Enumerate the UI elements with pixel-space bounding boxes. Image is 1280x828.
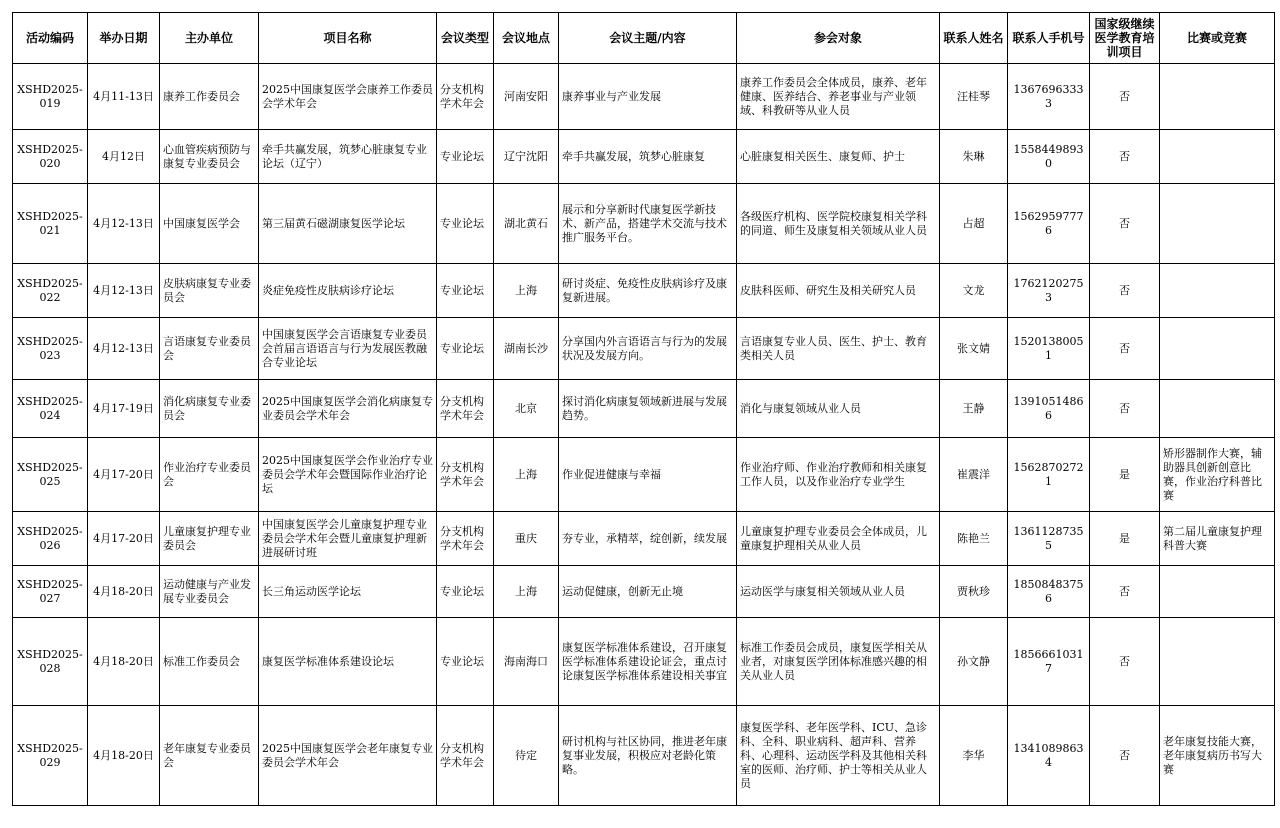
cell-phone: 13910514866 xyxy=(1008,380,1090,438)
cell-host: 运动健康与产业发展专业委员会 xyxy=(160,566,259,618)
cell-code: XSHD2025-022 xyxy=(13,264,88,318)
cell-code: XSHD2025-029 xyxy=(13,706,88,806)
cell-contest xyxy=(1160,618,1275,706)
cell-theme: 作业促进健康与幸福 xyxy=(559,438,737,512)
cell-code: XSHD2025-024 xyxy=(13,380,88,438)
cell-contact: 文龙 xyxy=(940,264,1008,318)
cell-type: 专业论坛 xyxy=(437,318,494,380)
cell-theme: 探讨消化病康复领域新进展与发展趋势。 xyxy=(559,380,737,438)
cell-theme: 康复医学标准体系建设，召开康复医学标准体系建设论证会，重点讨论康复医学标准体系建设相关事宜 xyxy=(559,618,737,706)
table-row xyxy=(13,264,1275,318)
cell-host: 心血管疾病预防与康复专业委员会 xyxy=(160,130,259,184)
cell-cme: 否 xyxy=(1090,318,1160,380)
cell-audience: 作业治疗师、作业治疗教师和相关康复工作人员，以及作业治疗专业学生 xyxy=(737,438,940,512)
cell-cme: 是 xyxy=(1090,512,1160,566)
cell-type: 分支机构学术年会 xyxy=(437,706,494,806)
cell-contact: 朱琳 xyxy=(940,130,1008,184)
cell-type: 专业论坛 xyxy=(437,130,494,184)
cell-contact: 贾秋珍 xyxy=(940,566,1008,618)
table-row xyxy=(13,618,1275,706)
cell-date: 4月18-20日 xyxy=(88,618,160,706)
cell-project: 中国康复医学会儿童康复护理专业委员会学术年会暨儿童康复护理新进展研讨班 xyxy=(259,512,437,566)
cell-date: 4月12日 xyxy=(88,130,160,184)
cell-audience: 康养工作委员会全体成员，康养、老年健康、医养结合、养老事业与产业领域、科教研等从业人员 xyxy=(737,64,940,130)
cell-project: 第三届黄石磁湖康复医学论坛 xyxy=(259,184,437,264)
cell-cme: 否 xyxy=(1090,618,1160,706)
cell-place: 湖北黄石 xyxy=(494,184,559,264)
cell-contact: 汪桂琴 xyxy=(940,64,1008,130)
header-contact: 联系人姓名 xyxy=(940,13,1008,64)
cell-place: 辽宁沈阳 xyxy=(494,130,559,184)
cell-date: 4月12-13日 xyxy=(88,184,160,264)
cell-audience: 皮肤科医师、研究生及相关研究人员 xyxy=(737,264,940,318)
cell-host: 皮肤病康复专业委员会 xyxy=(160,264,259,318)
cell-place: 海南海口 xyxy=(494,618,559,706)
table-row xyxy=(13,184,1275,264)
cell-contact: 王静 xyxy=(940,380,1008,438)
cell-place: 上海 xyxy=(494,566,559,618)
cell-host: 康养工作委员会 xyxy=(160,64,259,130)
header-phone: 联系人手机号 xyxy=(1008,13,1090,64)
cell-contest: 第二届儿童康复护理科普大赛 xyxy=(1160,512,1275,566)
cell-contact: 李华 xyxy=(940,706,1008,806)
cell-project: 长三角运动医学论坛 xyxy=(259,566,437,618)
cell-phone: 13410898634 xyxy=(1008,706,1090,806)
cell-type: 专业论坛 xyxy=(437,618,494,706)
cell-cme: 否 xyxy=(1090,64,1160,130)
cell-place: 上海 xyxy=(494,438,559,512)
table-row xyxy=(13,566,1275,618)
cell-project: 中国康复医学会言语康复专业委员会首届言语语言与行为发展医教融合专业论坛 xyxy=(259,318,437,380)
cell-contest xyxy=(1160,64,1275,130)
cell-type: 专业论坛 xyxy=(437,566,494,618)
cell-contact: 陈艳兰 xyxy=(940,512,1008,566)
header-code: 活动编码 xyxy=(13,13,88,64)
cell-theme: 研讨炎症、免疫性皮肤病诊疗及康复新进展。 xyxy=(559,264,737,318)
cell-type: 分支机构学术年会 xyxy=(437,438,494,512)
cell-phone: 15584498930 xyxy=(1008,130,1090,184)
cell-code: XSHD2025-027 xyxy=(13,566,88,618)
cell-phone: 13611287355 xyxy=(1008,512,1090,566)
cell-theme: 研讨机构与社区协同，推进老年康复事业发展，积极应对老龄化策略。 xyxy=(559,706,737,806)
cell-contest xyxy=(1160,130,1275,184)
cell-contest xyxy=(1160,566,1275,618)
cell-audience: 各级医疗机构、医学院校康复相关学科的同道、师生及康复相关领域从业人员 xyxy=(737,184,940,264)
cell-cme: 是 xyxy=(1090,438,1160,512)
cell-audience: 消化与康复领域从业人员 xyxy=(737,380,940,438)
cell-theme: 展示和分享新时代康复医学新技术、新产品，搭建学术交流与技术推广服务平台。 xyxy=(559,184,737,264)
cell-phone: 18508483756 xyxy=(1008,566,1090,618)
cell-contact: 孙文静 xyxy=(940,618,1008,706)
cell-date: 4月17-20日 xyxy=(88,512,160,566)
cell-host: 中国康复医学会 xyxy=(160,184,259,264)
cell-date: 4月11-13日 xyxy=(88,64,160,130)
cell-audience: 康复医学科、老年医学科、ICU、急诊科、全科、职业病科、超声科、营养科、心理科、运动医学科及其他相关科室的医师、治疗师、护士等相关从业人员 xyxy=(737,706,940,806)
cell-contest xyxy=(1160,264,1275,318)
activity-table xyxy=(12,12,1275,806)
cell-audience: 儿童康复护理专业委员会全体成员，儿童康复护理相关从业人员 xyxy=(737,512,940,566)
cell-code: XSHD2025-019 xyxy=(13,64,88,130)
table-row xyxy=(13,706,1275,806)
cell-contest xyxy=(1160,380,1275,438)
cell-phone: 17621202753 xyxy=(1008,264,1090,318)
cell-contact: 张文婧 xyxy=(940,318,1008,380)
header-project: 项目名称 xyxy=(259,13,437,64)
header-date: 举办日期 xyxy=(88,13,160,64)
cell-phone: 13676963333 xyxy=(1008,64,1090,130)
cell-project: 2025中国康复医学会作业治疗专业委员会学术年会暨国际作业治疗论坛 xyxy=(259,438,437,512)
cell-code: XSHD2025-020 xyxy=(13,130,88,184)
cell-place: 湖南长沙 xyxy=(494,318,559,380)
cell-code: XSHD2025-021 xyxy=(13,184,88,264)
cell-type: 专业论坛 xyxy=(437,184,494,264)
header-host: 主办单位 xyxy=(160,13,259,64)
cell-place: 北京 xyxy=(494,380,559,438)
header-theme: 会议主题/内容 xyxy=(559,13,737,64)
cell-type: 分支机构学术年会 xyxy=(437,512,494,566)
cell-type: 分支机构学术年会 xyxy=(437,64,494,130)
cell-host: 消化病康复专业委员会 xyxy=(160,380,259,438)
cell-contest: 矫形器制作大赛，辅助器具创新创意比赛，作业治疗科普比赛 xyxy=(1160,438,1275,512)
cell-cme: 否 xyxy=(1090,380,1160,438)
cell-contest xyxy=(1160,318,1275,380)
table-row xyxy=(13,130,1275,184)
header-row xyxy=(13,13,1275,64)
cell-cme: 否 xyxy=(1090,566,1160,618)
cell-place: 上海 xyxy=(494,264,559,318)
cell-phone: 15201380051 xyxy=(1008,318,1090,380)
cell-place: 河南安阳 xyxy=(494,64,559,130)
cell-code: XSHD2025-026 xyxy=(13,512,88,566)
cell-theme: 夯专业，承精萃，绽创新，续发展 xyxy=(559,512,737,566)
cell-theme: 运动促健康，创新无止境 xyxy=(559,566,737,618)
cell-theme: 分享国内外言语语言与行为的发展状况及发展方向。 xyxy=(559,318,737,380)
table-row xyxy=(13,380,1275,438)
cell-date: 4月17-20日 xyxy=(88,438,160,512)
cell-project: 2025中国康复医学会老年康复专业委员会学术年会 xyxy=(259,706,437,806)
cell-place: 重庆 xyxy=(494,512,559,566)
cell-phone: 18566610317 xyxy=(1008,618,1090,706)
cell-code: XSHD2025-025 xyxy=(13,438,88,512)
cell-project: 2025中国康复医学会消化病康复专业委员会学术年会 xyxy=(259,380,437,438)
cell-contact: 崔震洋 xyxy=(940,438,1008,512)
cell-audience: 言语康复专业人员、医生、护士、教育类相关人员 xyxy=(737,318,940,380)
cell-place: 待定 xyxy=(494,706,559,806)
cell-project: 炎症免疫性皮肤病诊疗论坛 xyxy=(259,264,437,318)
cell-host: 标准工作委员会 xyxy=(160,618,259,706)
cell-cme: 否 xyxy=(1090,130,1160,184)
cell-host: 作业治疗专业委员会 xyxy=(160,438,259,512)
cell-date: 4月17-19日 xyxy=(88,380,160,438)
cell-audience: 心脏康复相关医生、康复师、护士 xyxy=(737,130,940,184)
header-cme: 国家级继续医学教育培训项目 xyxy=(1090,13,1160,64)
table-row xyxy=(13,64,1275,130)
cell-cme: 否 xyxy=(1090,184,1160,264)
cell-code: XSHD2025-023 xyxy=(13,318,88,380)
header-type: 会议类型 xyxy=(437,13,494,64)
cell-date: 4月12-13日 xyxy=(88,318,160,380)
cell-phone: 15629597776 xyxy=(1008,184,1090,264)
cell-type: 分支机构学术年会 xyxy=(437,380,494,438)
cell-theme: 牵手共赢发展，筑梦心脏康复 xyxy=(559,130,737,184)
cell-audience: 标准工作委员会成员，康复医学相关从业者，对康复医学团体标准感兴趣的相关从业人员 xyxy=(737,618,940,706)
cell-code: XSHD2025-028 xyxy=(13,618,88,706)
cell-host: 儿童康复护理专业委员会 xyxy=(160,512,259,566)
cell-cme: 否 xyxy=(1090,264,1160,318)
table-row xyxy=(13,512,1275,566)
cell-host: 言语康复专业委员会 xyxy=(160,318,259,380)
cell-date: 4月18-20日 xyxy=(88,706,160,806)
cell-contest xyxy=(1160,184,1275,264)
header-place: 会议地点 xyxy=(494,13,559,64)
header-contest: 比赛或竞赛 xyxy=(1160,13,1275,64)
header-audience: 参会对象 xyxy=(737,13,940,64)
cell-project: 2025中国康复医学会康养工作委员会学术年会 xyxy=(259,64,437,130)
table-row xyxy=(13,438,1275,512)
cell-date: 4月18-20日 xyxy=(88,566,160,618)
cell-theme: 康养事业与产业发展 xyxy=(559,64,737,130)
table-row xyxy=(13,318,1275,380)
cell-project: 康复医学标准体系建设论坛 xyxy=(259,618,437,706)
cell-contact: 占超 xyxy=(940,184,1008,264)
cell-contest: 老年康复技能大赛，老年康复病历书写大赛 xyxy=(1160,706,1275,806)
table-body xyxy=(13,64,1275,806)
cell-phone: 15628702721 xyxy=(1008,438,1090,512)
cell-audience: 运动医学与康复相关领域从业人员 xyxy=(737,566,940,618)
cell-date: 4月12-13日 xyxy=(88,264,160,318)
cell-cme: 否 xyxy=(1090,706,1160,806)
cell-host: 老年康复专业委员会 xyxy=(160,706,259,806)
cell-type: 专业论坛 xyxy=(437,264,494,318)
cell-project: 牵手共赢发展，筑梦心脏康复专业论坛（辽宁） xyxy=(259,130,437,184)
